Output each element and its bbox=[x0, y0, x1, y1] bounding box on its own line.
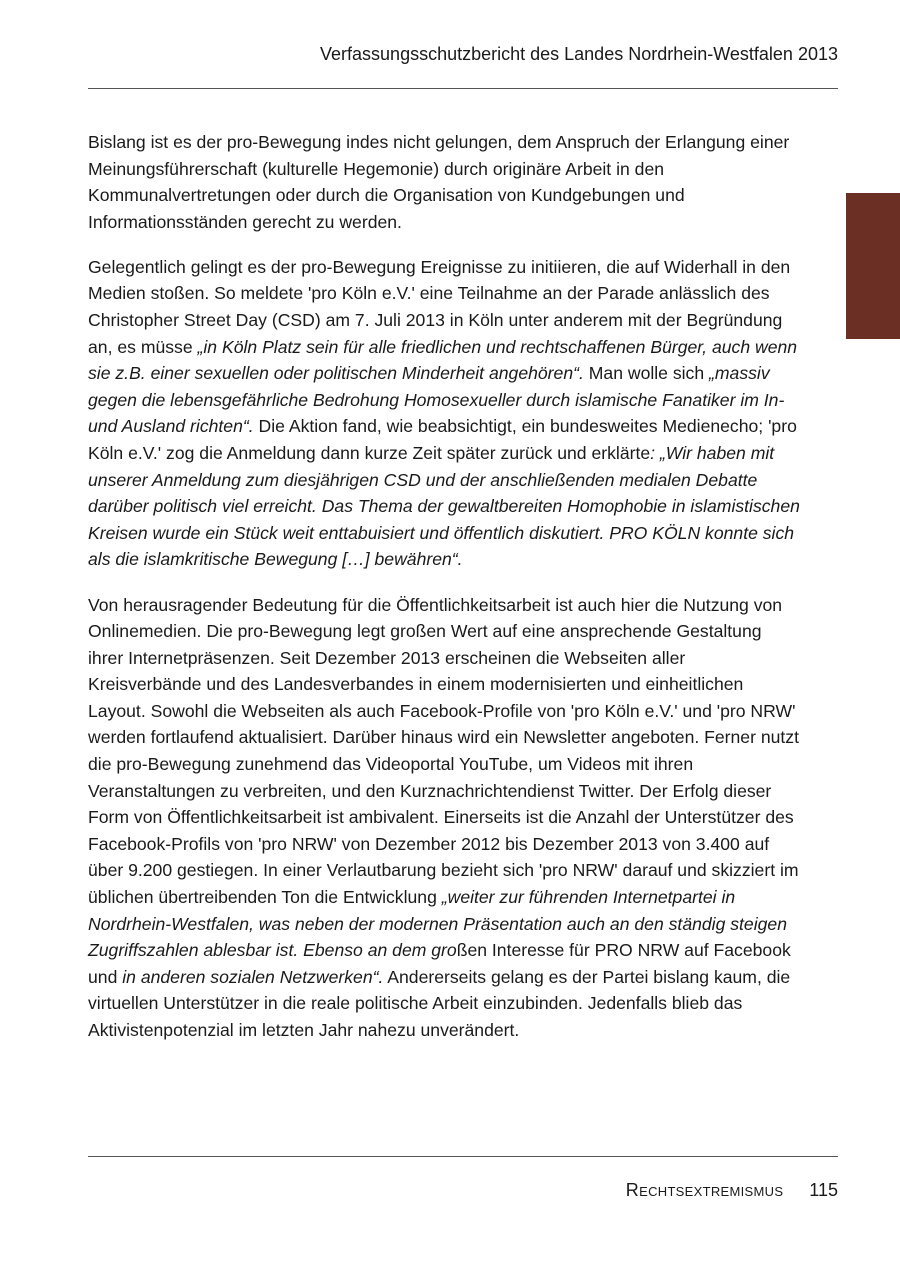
page-footer bbox=[626, 1180, 838, 1201]
paragraph-2 bbox=[88, 254, 800, 573]
section-name: Rechtsextremismus bbox=[625, 1180, 784, 1200]
text-run: Andererseits gelang es der Partei bislang kaum, die virtuellen Unterstützer in die reale politische Arbeit einzubinden. Jedenfalls blieb das Aktivistenpotenzial im letzten Jahr nahezu unverändert. bbox=[88, 966, 791, 1040]
page-number: 115 bbox=[809, 1180, 838, 1200]
text-run: Bislang ist es der pro-Bewegung indes nicht gelungen, dem Anspruch der Erlangung einer Meinungsführerschaft (kulturelle Hegemonie) durch originäre Arbeit in den Kommunalvertretungen oder durch die Organisation von Kundgebungen und Informationsständen gerecht zu werden. bbox=[88, 132, 790, 232]
body-text bbox=[88, 129, 800, 1062]
text-run: Die Aktion fand, wie beabsichtigt, ein bundesweites Medienecho; 'pro Köln e.V.' zog die Anmeldung dann kurze Zeit später zurück und erklärte bbox=[88, 416, 797, 464]
footer-divider bbox=[88, 1156, 838, 1157]
running-header: Verfassungsschutzbericht des Landes Nordrhein-Westfalen 2013 bbox=[320, 44, 838, 64]
text-run: Man wolle sich bbox=[583, 363, 710, 384]
paragraph-1 bbox=[88, 129, 800, 235]
paragraph-3 bbox=[88, 592, 800, 1044]
quote-run: „massiv gegen die lebensgefährliche Bedrohung Homosexueller durch islamische Fanatiker im In- und Ausland richten“. bbox=[88, 363, 785, 437]
quote-run: „in Köln Platz sein für alle friedlichen und rechtschaffenen Bürger, auch wenn sie z.B. einer sexuellen oder politischen Minderheit angehören“. bbox=[88, 336, 798, 384]
chapter-marker-tab bbox=[846, 193, 900, 339]
text-run: Gelegentlich gelingt es der pro-Bewegung Ereignisse zu initiieren, die auf Widerhall in den Medien stoßen. So meldete 'pro Köln e.V.' eine Teilnahme an der Parade anlässlich des Christopher Street Day (CSD) am 7. Juli 2013 in Köln unter anderem mit der Begründung an, es müsse bbox=[88, 256, 791, 357]
text-run: ßen Interesse für PRO NRW auf Facebook und bbox=[88, 940, 791, 987]
quote-run: in anderen sozialen Netzwerken“. bbox=[122, 966, 384, 987]
quote-run: : „Wir haben mit unserer Anmeldung zum diesjährigen CSD und der anschließenden medialen Debatte darüber politisch viel erreicht. Das Thema der gewaltbereiten Homophobie in islamistischen Kreisen wurde ein Stück weit enttabuisiert und öffentlich diskutiert. PRO KÖLN konnte sich als die islamkritische Bewegung […] bewähren“. bbox=[88, 443, 800, 570]
header-divider bbox=[88, 88, 838, 89]
quote-run: „weiter zur führenden Internetpartei in Nordrhein-Westfalen, was neben der modernen Präsentation auch an den ständig steigen Zugriffszahlen ablesbar ist. Ebenso an dem gro bbox=[88, 887, 787, 961]
text-run: Von herausragender Bedeutung für die Öffentlichkeitsarbeit ist auch hier die Nutzung von Onlinemedien. Die pro-Bewegung legt großen Wert auf eine ansprechende Gestaltung ihrer Internetpräsenzen. Seit Dezember 2013 erscheinen die Webseiten aller Kreisverbände und des Landesverbandes in einem modernisierten und einheitlichen Layout. Sowohl die Webseiten als auch Facebook-Profile von 'pro Köln e.V.' und 'pro NRW' werden fortlaufend aktualisiert. Darüber hinaus wird ein Newsletter angeboten. Ferner nutzt die pro-Bewegung zunehmend das Videoportal YouTube, um Videos mit ihren Veranstaltungen zu verbreiten, und den Kurznachrichtendienst Twitter. Der Erfolg dieser Form von Öffentlichkeitsarbeit ist ambivalent. Einerseits ist die Anzahl der Unterstützer des Facebook-Profils von 'pro NRW' von Dezember 2012 bis Dezember 2013 von 3.400 auf über 9.200 gestiegen. In einer Verlautbarung bezieht sich 'pro NRW' darauf und skizziert im üblichen übertreibenden Ton die Entwicklung bbox=[88, 594, 799, 908]
